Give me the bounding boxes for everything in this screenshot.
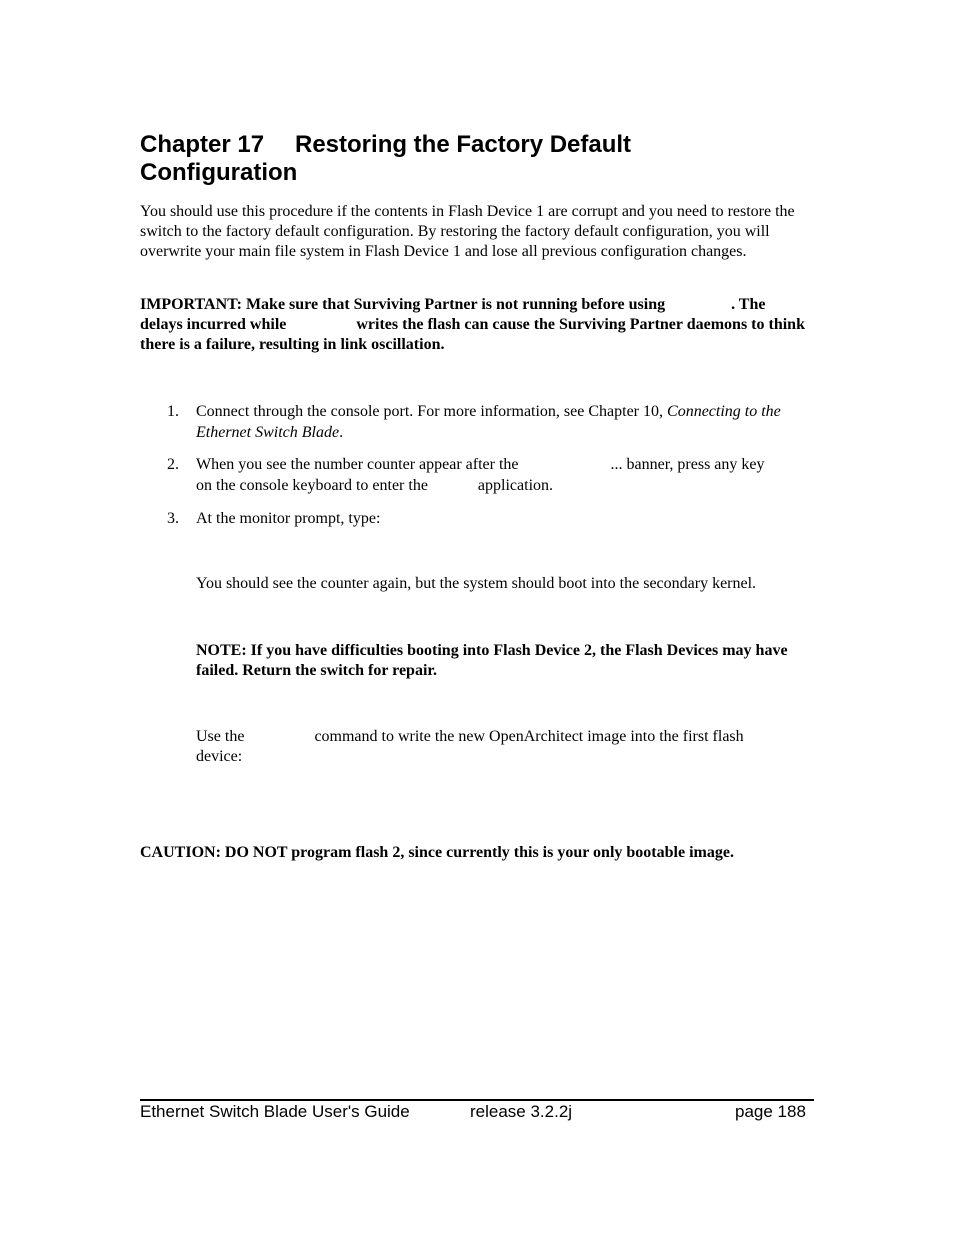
step-text-2: ... banner, press any key — [610, 456, 765, 473]
list-marker: 2. — [167, 456, 179, 473]
chapter-number: Chapter 17 — [140, 131, 265, 158]
step-text-end: . — [339, 424, 344, 441]
use-text-3: device: — [196, 748, 243, 765]
note-paragraph: NOTE: If you have difficulties booting into Flash Device 2, the Flash Devices may have failed. Return the switch for repair. — [196, 642, 788, 679]
chapter-title-line1: Restoring the Factory Default — [295, 131, 632, 158]
important-text-3: delays incurred while — [140, 316, 287, 333]
chapter-heading — [140, 131, 820, 187]
footer-divider — [140, 1099, 814, 1101]
use-the-paragraph — [196, 727, 816, 767]
important-text-2: . The — [731, 296, 766, 313]
caution-paragraph: CAUTION: DO NOT program flash 2, since currently this is your only bootable image. — [140, 844, 734, 861]
important-text-1: IMPORTANT: Make sure that Surviving Partner is not running before using — [140, 296, 666, 313]
step-text-1: When you see the number counter appear after the — [196, 456, 519, 473]
step-reference: Connecting to the Ethernet Switch Blade — [196, 403, 781, 441]
step-text: Connect through the console port. For more information, see Chapter 10, — [196, 403, 664, 420]
footer-page-number: page 188 — [735, 1102, 806, 1121]
list-item — [140, 401, 820, 443]
important-text-4: writes the flash can cause the Surviving Partner daemons to think there is a failure, resulting in link oscillation. — [140, 316, 805, 353]
footer-release: release 3.2.2j — [470, 1102, 573, 1121]
intro-paragraph: You should use this procedure if the contents in Flash Device 1 are corrupt and you need to restore the switch to the factory default configuration. By restoring the factory default configuration, you will overwrite your main file system in Flash Device 1 and lose all previous configuration changes. — [140, 203, 795, 260]
list-marker: 3. — [167, 510, 179, 527]
use-text-2: command to write the new OpenArchitect image into the first flash — [314, 728, 744, 745]
step-text-3: on the console keyboard to enter the — [196, 477, 428, 494]
important-notice — [140, 295, 820, 355]
list-item — [140, 508, 820, 529]
chapter-title-line2: Configuration — [140, 159, 298, 186]
list-item — [140, 454, 820, 496]
step-text-4: application. — [477, 477, 554, 494]
counter-note: You should see the counter again, but the system should boot into the secondary kernel. — [196, 575, 757, 592]
step-text: At the monitor prompt, type: — [196, 510, 381, 527]
list-marker: 1. — [167, 403, 179, 420]
footer-guide-title: Ethernet Switch Blade User's Guide — [140, 1102, 410, 1121]
use-text-1: Use the — [196, 728, 245, 745]
